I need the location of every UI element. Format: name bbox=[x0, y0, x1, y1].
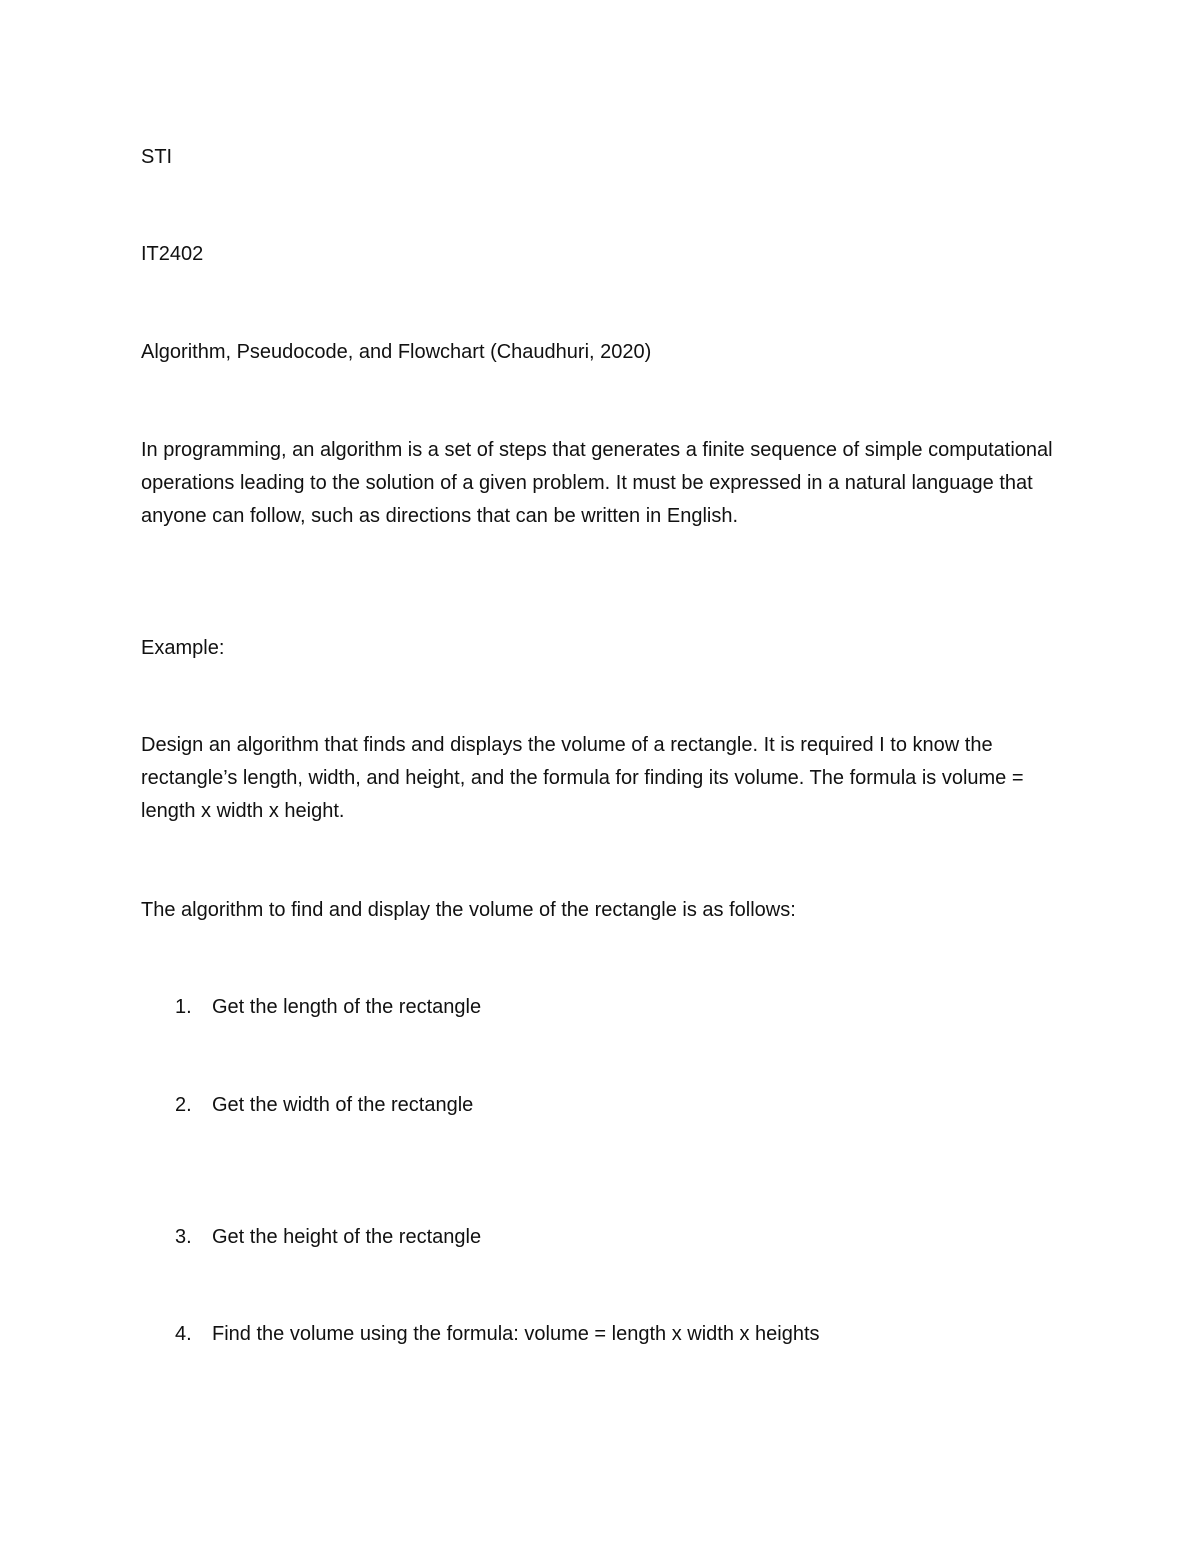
step-text: Find the volume using the formula: volume = length x width x heights bbox=[212, 1323, 820, 1345]
step-text: Get the width of the rectangle bbox=[212, 1094, 474, 1116]
example-label: Example: bbox=[141, 637, 225, 659]
list-item bbox=[175, 1318, 820, 1351]
header-line: STI bbox=[141, 146, 173, 168]
list-item bbox=[175, 1221, 481, 1254]
step-text: Get the length of the rectangle bbox=[212, 996, 482, 1018]
step-number: 2. bbox=[175, 1094, 192, 1116]
list-item bbox=[175, 1089, 473, 1122]
problem-paragraph: Design an algorithm that finds and displays the volume of a rectangle. It is required I to know the rectangle’s length, width, and height, and the formula for finding its volume. The formula is volume = length x width x height. bbox=[141, 734, 1024, 822]
step-number: 3. bbox=[175, 1226, 192, 1248]
step-text: Get the height of the rectangle bbox=[212, 1226, 482, 1248]
section-title: Algorithm, Pseudocode, and Flowchart (Chaudhuri, 2020) bbox=[141, 341, 652, 363]
list-item bbox=[175, 991, 481, 1024]
algorithm-intro: The algorithm to find and display the volume of the rectangle is as follows: bbox=[141, 899, 796, 921]
intro-paragraph: In programming, an algorithm is a set of steps that generates a finite sequence of simple computational operations leading to the solution of a given problem. It must be expressed in a natural language that anyone can follow, such as directions that can be written in English. bbox=[141, 439, 1053, 527]
step-number: 1. bbox=[175, 996, 192, 1018]
step-number: 4. bbox=[175, 1323, 192, 1345]
course-code: IT2402 bbox=[141, 243, 204, 265]
